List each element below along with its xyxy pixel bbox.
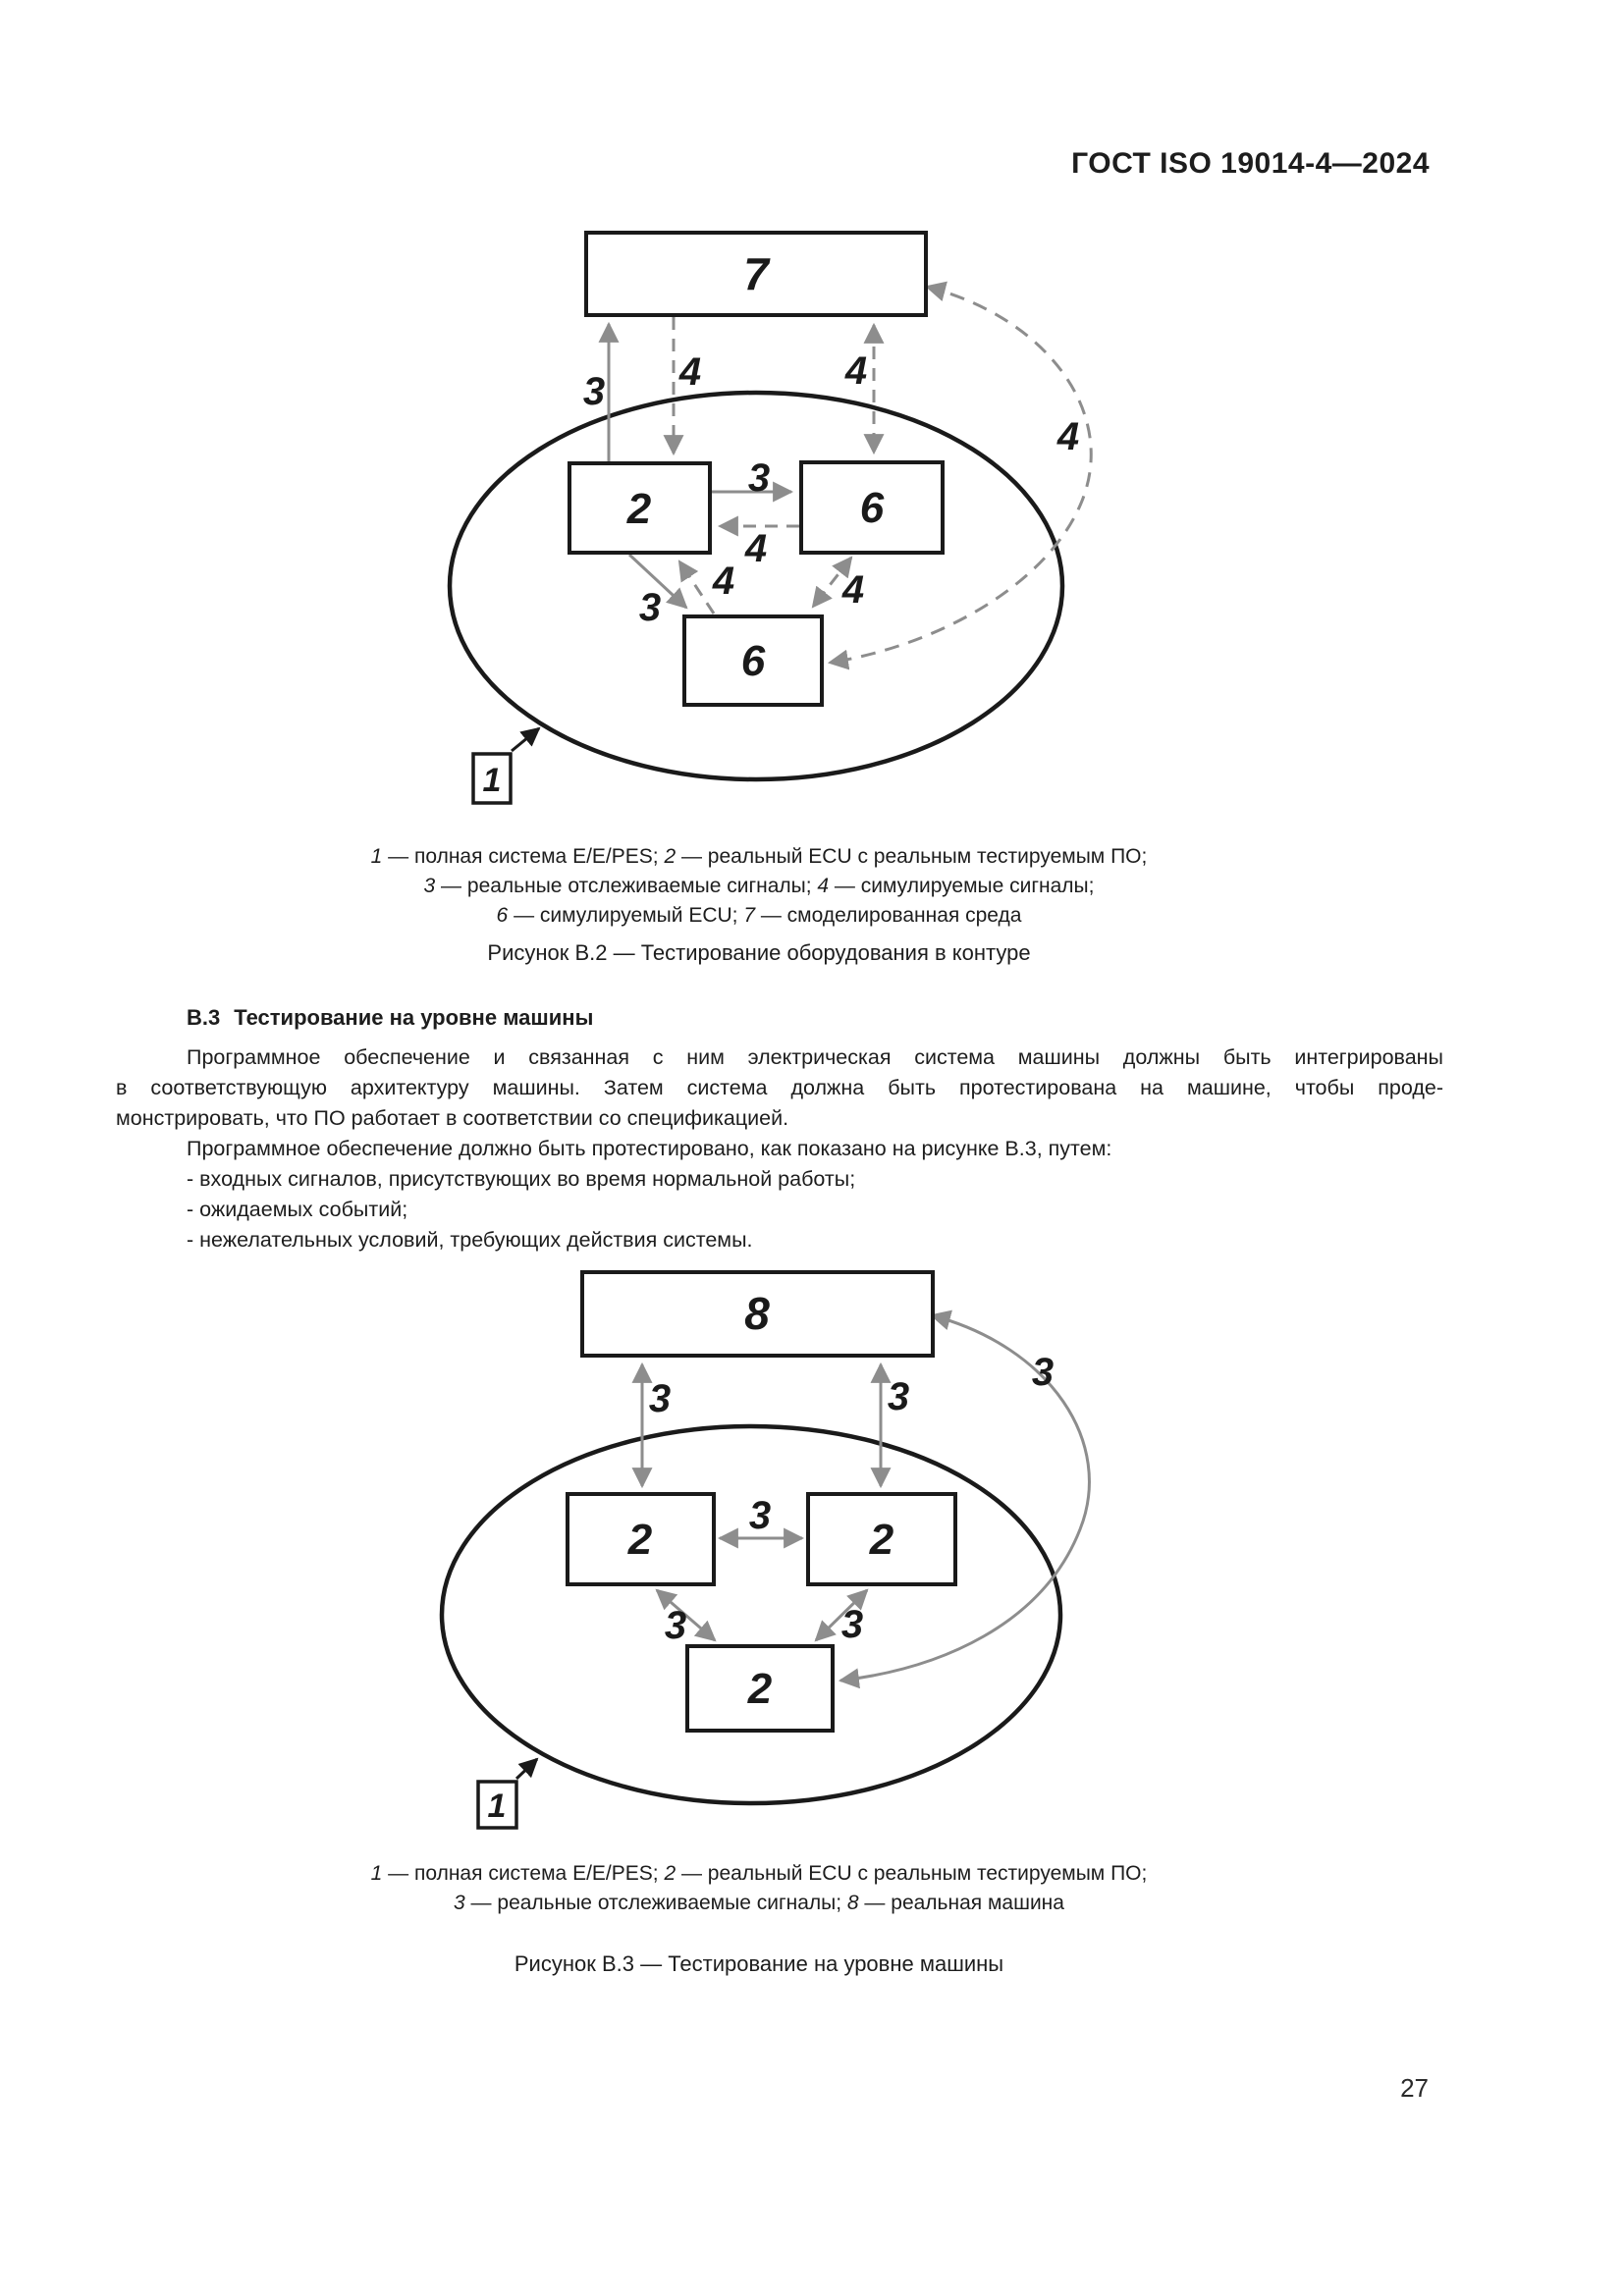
b3-label-box8: 8 [744,1288,770,1339]
b3-label-box2-right: 2 [869,1516,894,1564]
figure-b2-diagram [412,221,1178,849]
b3-label-diag-right: 3 [840,1603,864,1646]
b3-label-mid: 3 [748,1494,772,1537]
b2-callout-arrow [512,728,539,751]
b2-label-diag-solid: 3 [638,586,662,629]
b2-label-right-dashed: 4 [844,349,868,393]
b3-callout-arrow [516,1759,537,1779]
section-heading [187,1005,593,1031]
b3-label-right: 3 [887,1375,910,1418]
b2-label-callout: 1 [482,762,502,799]
b2-label-left-solid: 3 [582,370,606,413]
section-title: Тестирование на уровне машины [234,1005,594,1030]
b3-label-box2-left: 2 [627,1516,653,1564]
section-number: В.3 [187,1005,221,1030]
legend-line: 1 — полная система E/E/PES; 2 — реальный ECU с реальным тестируемым ПО; [370,1862,1148,1885]
document-header-title: ГОСТ ISO 19014-4—2024 [1071,147,1430,180]
legend-line: 3 — реальные отслеживаемые сигналы; 4 — симулируемые сигналы; [423,875,1095,897]
paragraph-line: - входных сигналов, присутствующих во время нормальной работы; [187,1167,856,1191]
b3-label-diag-left: 3 [664,1604,687,1647]
page-number: 27 [1400,2073,1429,2103]
paragraph-line: в соответствующую архитектуру машины. Затем система должна быть протестирована на машине, чтобы проде- [116,1076,1443,1099]
figure-b2-legend [116,842,1402,931]
b2-label-arc: 4 [1056,415,1080,458]
figure-b2-caption: Рисунок В.2 — Тестирование оборудования в контуре [487,940,1031,965]
b2-label-box7: 7 [743,248,769,299]
b2-label-left-dashed: 4 [678,350,702,394]
legend-line: 6 — симулируемый ECU; 7 — смоделированная среда [496,904,1022,927]
paragraph-line: монстрировать, что ПО работает в соответствии со спецификацией. [116,1106,789,1130]
b2-label-box6-bottom: 6 [740,637,766,685]
legend-line: 3 — реальные отслеживаемые сигналы; 8 — реальная машина [454,1892,1064,1914]
figure-b3-caption: Рисунок В.3 — Тестирование на уровне машины [514,1951,1004,1976]
figure-b3-diagram [412,1261,1178,1860]
b2-system-boundary-ellipse [450,393,1062,779]
b2-label-mid-solid: 3 [747,456,771,500]
b3-label-left: 3 [648,1377,672,1420]
b3-label-arc: 3 [1031,1351,1055,1394]
b2-label-box6-right: 6 [859,484,885,532]
b2-label-diag-right: 4 [841,568,865,612]
paragraph-line: - ожидаемых событий; [187,1198,408,1221]
body-text [116,1042,1443,1255]
figure-b3-legend [116,1859,1402,1918]
b3-system-boundary-ellipse [442,1426,1060,1803]
b3-label-callout: 1 [487,1788,507,1825]
b2-label-mid-dashed: 4 [744,527,768,570]
paragraph-line: Программное обеспечение и связанная с ним электрическая система машины должны быть интегрированы [187,1045,1443,1069]
b3-label-box2-bottom: 2 [747,1665,773,1713]
b2-label-box2: 2 [626,485,652,533]
b2-label-diag-dashed: 4 [712,560,735,603]
paragraph-line: - нежелательных условий, требующих действия системы. [187,1228,753,1252]
paragraph-line: Программное обеспечение должно быть протестировано, как показано на рисунке В.3, путем: [187,1137,1112,1160]
legend-line: 1 — полная система E/E/PES; 2 — реальный ECU с реальным тестируемым ПО; [370,845,1148,868]
